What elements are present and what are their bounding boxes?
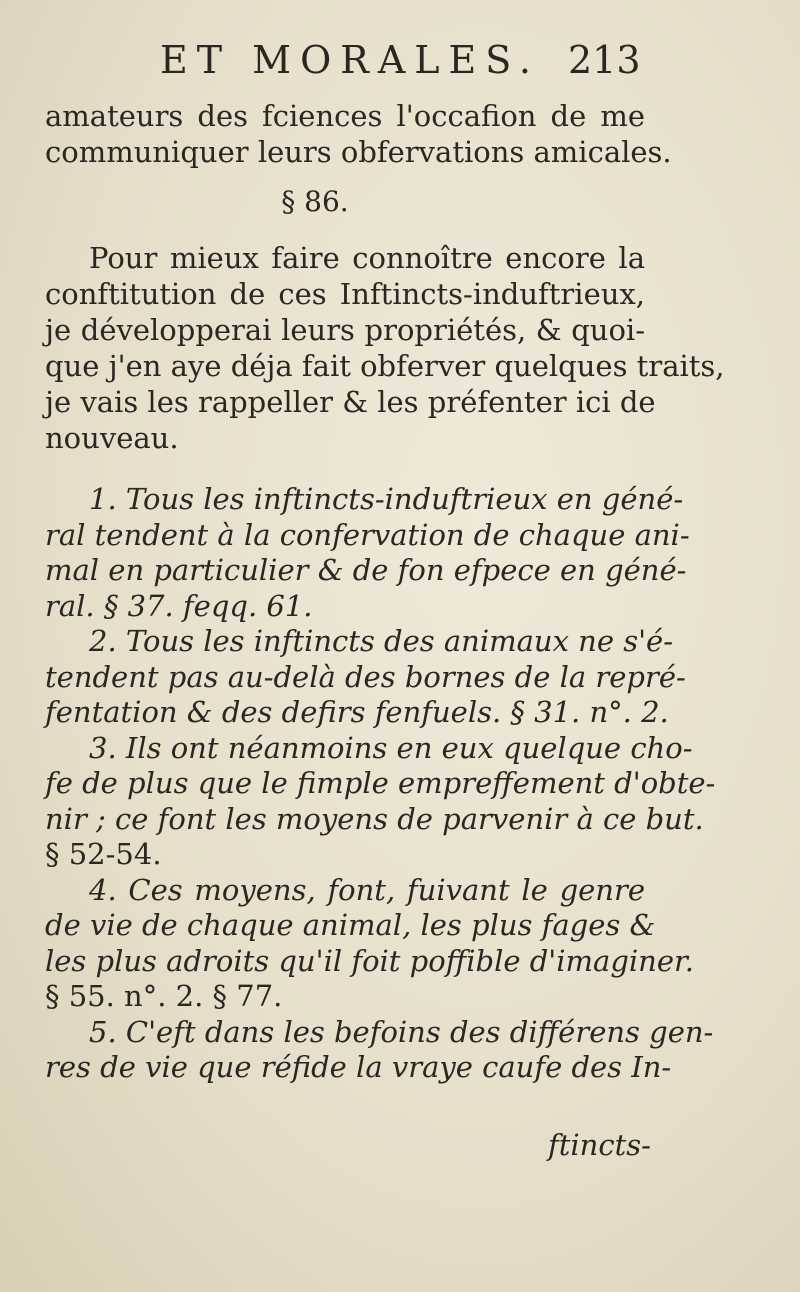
section-heading: § 86. [281,185,349,218]
numbered-list [45,482,716,1086]
running-head: ET MORALES. [160,38,541,82]
text-line: communiquer leurs obfervations amicales. [45,135,672,169]
text-line: je vais les rappeller & les préfenter ici de [45,385,656,419]
list-item-line: 2. Tous les inftincts des animaux ne s'é- [89,624,674,658]
list-item-line: 4. Ces moyens, font, fuivant le genre [89,872,645,907]
text-line: que j'en aye déja fait obferver quelques traits, [45,349,725,383]
list-item-line: § 55. n°. 2. § 77. [45,979,283,1013]
text-line: nouveau. [45,421,179,455]
list-item-line: fe de plus que le fimple empreffement d'obte- [45,766,716,800]
list-item-line: de vie de chaque animal, les plus fages & [45,908,656,942]
text-line: je développerai leurs propriétés, & quoi- [45,313,645,347]
list-item-line: 3. Ils ont néanmoins en eux quelque cho- [89,730,693,765]
list-item-line: 5. C'eft dans les befoins des différens gen- [89,1014,714,1049]
list-item-line: fentation & des defirs fenfuels. § 31. n°. 2. [45,695,669,729]
list-item-line: § 52-54. [45,837,162,871]
list-item-line: tendent pas au-delà des bornes de la repré- [45,659,686,694]
list-item-line: res de vie que réfide la vraye caufe des In- [45,1050,672,1084]
catchword: ftincts- [548,1128,651,1162]
list-item-line: ral tendent à la confervation de chaque ani- [45,517,690,552]
body-text [45,98,725,1086]
text-line: Pour mieux faire connoître encore la [89,241,645,275]
text-line: amateurs des fciences l'occafion de me [45,99,645,133]
list-item-line: les plus adroits qu'il foit poffible d'imaginer. [45,943,694,978]
text-line: conftitution de ces Inftincts-induftrieux, [45,277,645,311]
list-item-line: nir ; ce font les moyens de parvenir à ce but. [45,801,704,836]
paragraph [45,240,725,456]
page-number: 213 [568,38,641,82]
list-item-line: ral. § 37. feqq. 61. [45,588,313,623]
page-header [0,38,800,88]
list-item-line: 1. Tous les inftincts-induftrieux en géné- [89,482,684,516]
list-item-line: mal en particulier & de fon efpece en géné- [45,553,687,587]
